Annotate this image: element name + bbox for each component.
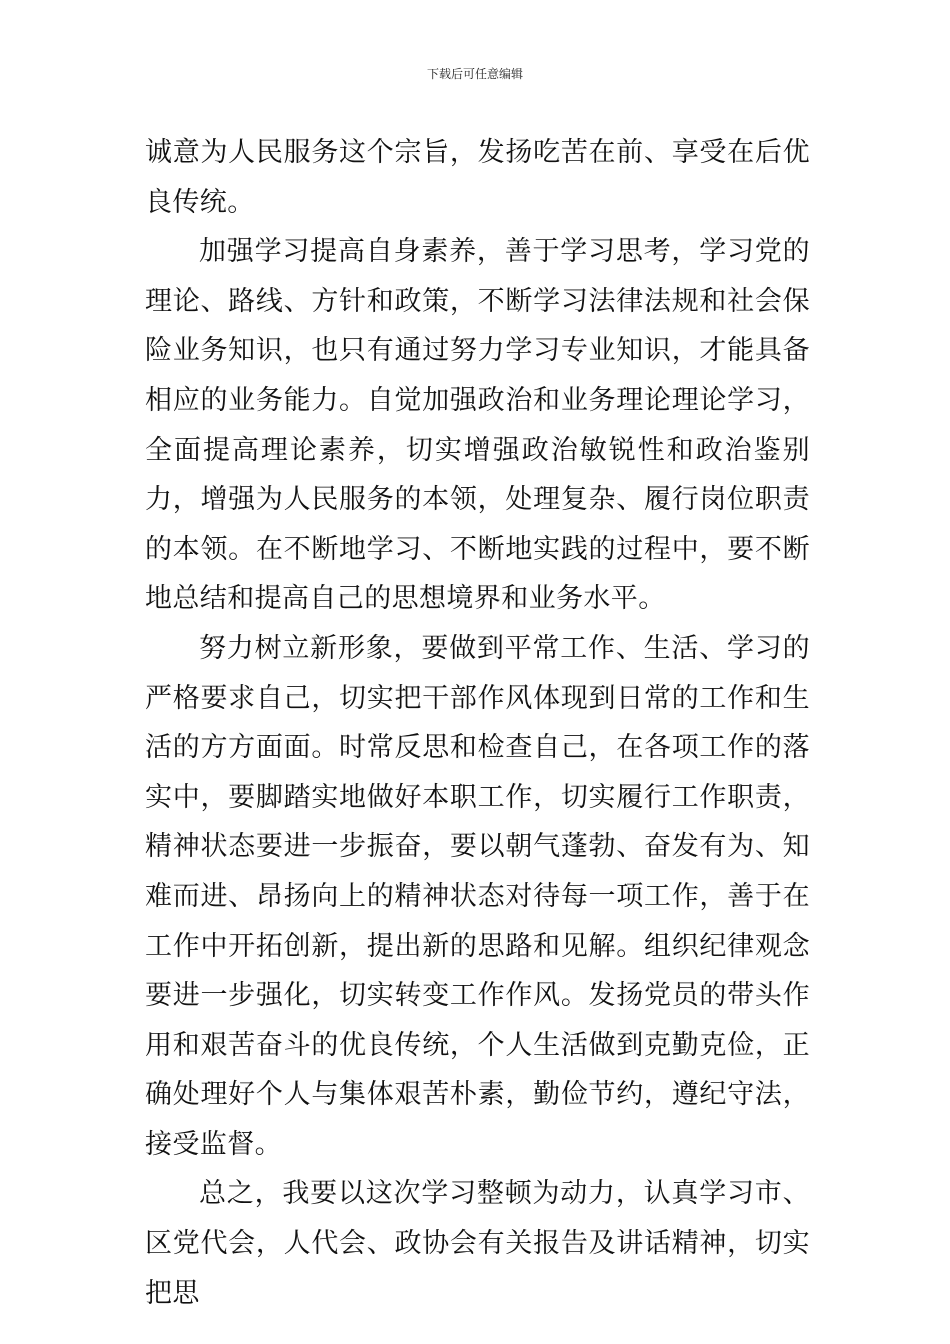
paragraph-4: 总之，我要以这次学习整顿为动力，认真学习市、区党代会，人代会、政协会有关报告及讲话精神，切实把思 — [145, 1178, 810, 1309]
paragraph-2: 加强学习提高自身素养，善于学习思考，学习党的理论、路线、方针和政策，不断学习法律法规和社会保险业务知识，也只有通过努力学习专业知识，才能具备相应的业务能力。自觉加强政治和业务理论理论学习，全面提高理论素养，切实增强政治敏锐性和政治鉴别力，增强为人民服务的本领，处理复杂、履行岗位职责的本领。在不断地学习、不断地实践的过程中，要不断地总结和提高自己的思想境界和业务水平。 — [145, 236, 810, 615]
page-header: 下载后可任意编辑 — [426, 67, 523, 81]
paragraph-1: 诚意为人民服务这个宗旨，发扬吃苦在前、享受在后优良传统。 — [145, 137, 810, 218]
paragraph-3: 努力树立新形象，要做到平常工作、生活、学习的严格要求自己，切实把干部作风体现到日常的工作和生活的方方面面。时常反思和检查自己，在各项工作的落实中，要脚踏实地做好本职工作，切实履行工作职责，精神状态要进一步振奋，要以朝气蓬勃、奋发有为、知难而进、昂扬向上的精神状态对待每一项工作，善于在工作中开拓创新，提出新的思路和见解。组织纪律观念要进一步强化，切实转变工作作风。发扬党员的带头作用和艰苦奋斗的优良传统，个人生活做到克勤克俭，正确处理好个人与集体艰苦朴素，勤俭节约，遵纪守法，接受监督。 — [145, 632, 810, 1160]
document-body — [145, 128, 810, 1318]
